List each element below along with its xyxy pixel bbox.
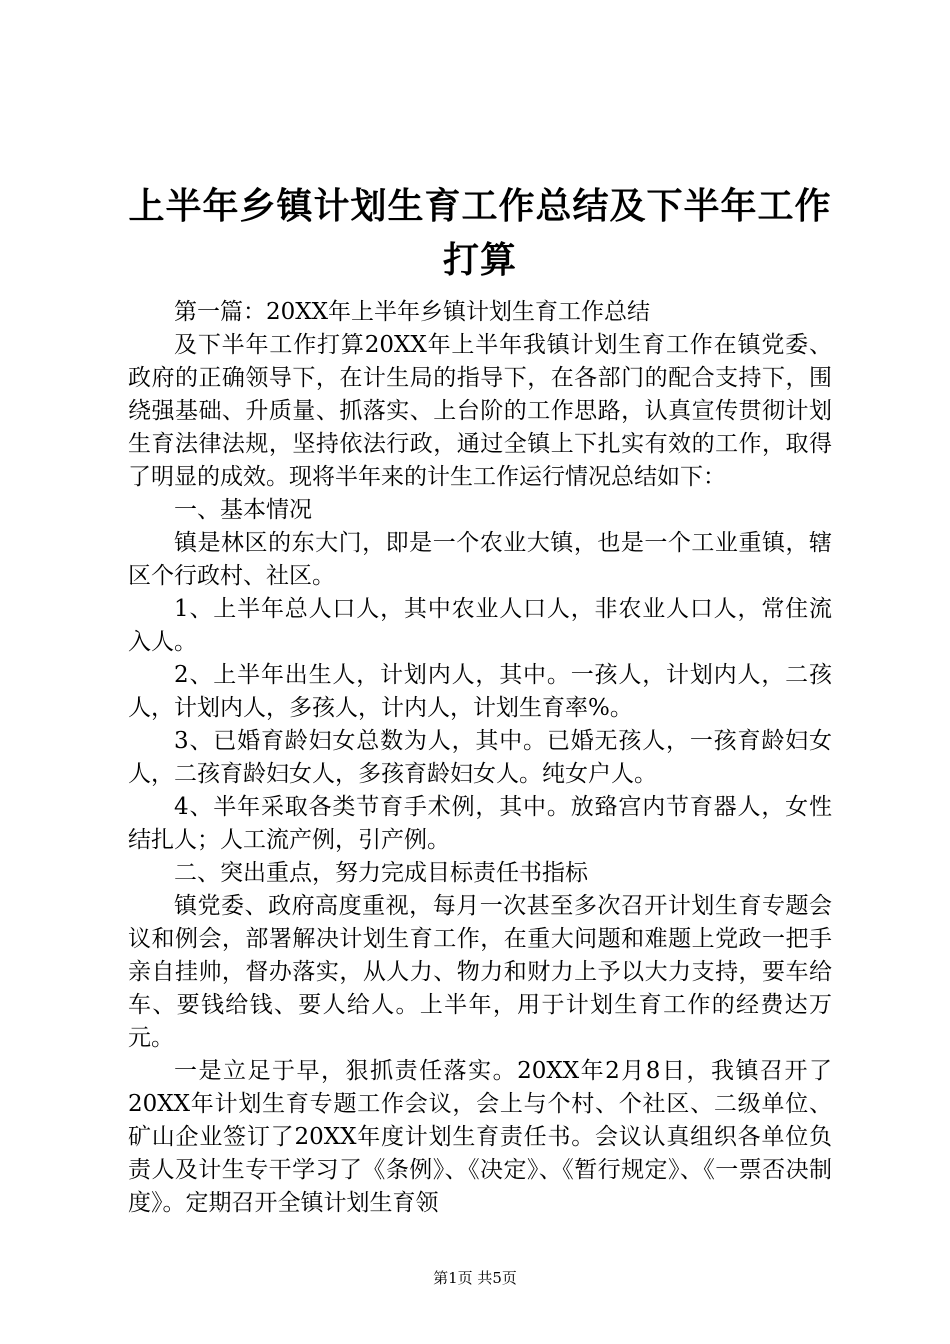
page-title: 上半年乡镇计划生育工作总结及下半年工作打算 [128,186,832,281]
list-item: 3、已婚育龄妇女总数为人，其中。已婚无孩人，一孩育龄妇女人，二孩育龄妇女人，多孩育龄妇女人。纯女户人。 [128,728,832,787]
paragraph: 及下半年工作打算20XX年上半年我镇计划生育工作在镇党委、政府的正确领导下，在计生局的指导下，在各部门的配合支持下，围绕强基础、升质量、抓落实、上台阶的工作思路，认真宣传贯彻计划生育法律法规，坚持依法行政，通过全镇上下扎实有效的工作，取得了明显的成效。现将半年来的计生工作运行情况总结如下： [128,332,832,490]
paragraph: 第一篇：20XX年上半年乡镇计划生育工作总结 [174,299,651,325]
document-body [128,296,832,1220]
page-number: 第1页 共5页 [433,1269,517,1287]
section-heading: 一、基本情况 [174,497,312,523]
list-item: 4、半年采取各类节育手术例，其中。放臵宫内节育器人，女性结扎人；人工流产例，引产例。 [128,794,832,853]
section-heading: 二、突出重点，努力完成目标责任书指标 [174,860,588,886]
paragraph: 一是立足于早，狠抓责任落实。20XX年2月8日，我镇召开了20XX年计划生育专题工作会议，会上与个村、个社区、二级单位、矿山企业签订了20XX年度计划生育责任书。会议认真组织各单位负责人及计生专干学习了《条例》、《决定》、《暂行规定》、《一票否决制度》。定期召开全镇计划生育领 [128,1058,832,1216]
list-item: 2、上半年出生人，计划内人，其中。一孩人，计划内人，二孩人，计划内人，多孩人，计内人，计划生育率%。 [128,662,832,721]
paragraph: 镇党委、政府高度重视，每月一次甚至多次召开计划生育专题会议和例会，部署解决计划生育工作，在重大问题和难题上党政一把手亲自挂帅，督办落实，从人力、物力和财力上予以大力支持，要车给车、要钱给钱、要人给人。上半年，用于计划生育工作的经费达万元。 [128,893,832,1051]
list-item: 1、上半年总人口人，其中农业人口人，非农业人口人，常住流入人。 [128,596,832,655]
paragraph: 镇是林区的东大门，即是一个农业大镇，也是一个工业重镇，辖区个行政村、社区。 [128,530,832,589]
